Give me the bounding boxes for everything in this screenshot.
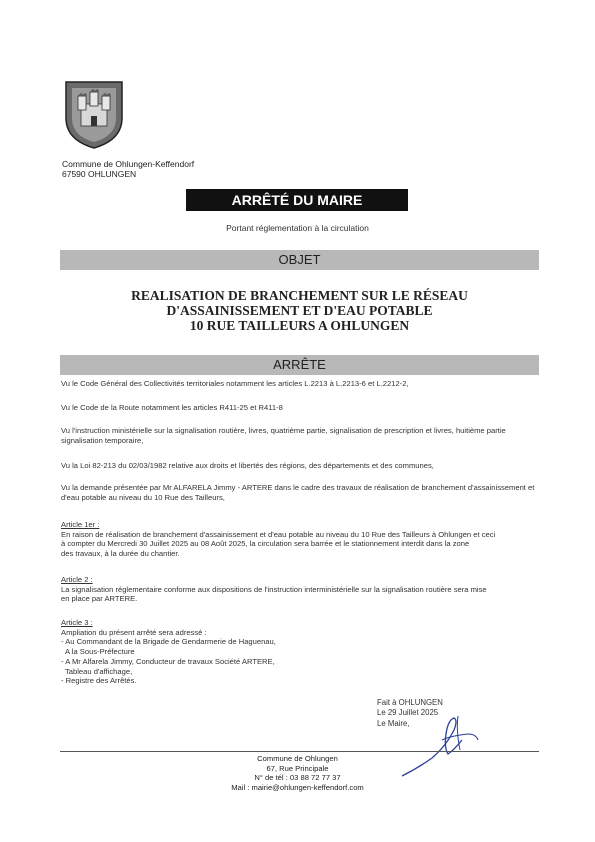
footer-divider	[60, 751, 539, 752]
footer	[0, 754, 595, 792]
signature-place: Fait à OHLUNGEN	[377, 698, 443, 707]
article-line: A la Sous-Préfecture	[65, 647, 135, 657]
article-line: en place par ARTERE.	[61, 594, 138, 604]
article-line: Tableau d'affichage,	[65, 666, 133, 676]
article-line: - Au Commandant de la Brigade de Gendarmerie de Haguenau,	[61, 637, 276, 647]
objet-line: D'ASSAINISSEMENT ET D'EAU POTABLE	[166, 303, 433, 318]
article-line: La signalisation réglementaire conforme aux dispositions de l'instruction interministérielle sur la signalisation routière sera mise	[61, 584, 487, 594]
objet-line: 10 RUE TAILLEURS A OHLUNGEN	[189, 318, 410, 333]
article-3	[61, 618, 540, 686]
article-title: Article 1er :	[61, 520, 100, 529]
vu-paragraph: Vu le Code Général des Collectivités territoriales notamment les articles L.2213 à L.2213-6 et L.2212-2,	[61, 379, 409, 388]
document-title: ARRÊTÉ DU MAIRE	[186, 189, 408, 211]
footer-line: Commune de Ohlungen	[257, 754, 338, 763]
article-line: Ampliation du présent arrêté sera adressé :	[61, 627, 207, 637]
document-subtitle: Portant réglementation à la circulation	[226, 223, 369, 233]
article-line: à compter du Mercredi 30 Juillet 2025 au 08 Août 2025, la circulation sera barrée et le stationnement interdit dans la zone	[61, 539, 470, 549]
objet-title	[60, 288, 539, 333]
vu-paragraph: Vu la demande présentée par Mr ALFARELA Jimmy - ARTERE dans le cadre des travaux de réalisation de branchement d'assainissement et d'eau potable au niveau du 10 Rue des Tailleurs,	[61, 483, 535, 502]
article-title: Article 3 :	[61, 618, 93, 627]
footer-phone: N° de tél : 03 88 72 77 37	[254, 773, 341, 783]
vu-paragraph: Vu la Loi 82-213 du 02/03/1982 relative aux droits et libertés des régions, des départements et des communes,	[61, 461, 434, 470]
article-line: - A Mr Alfarela Jimmy, Conducteur de travaux Société ARTERE,	[61, 656, 275, 666]
objet-band: OBJET	[60, 250, 539, 270]
coat-of-arms-icon	[64, 78, 124, 150]
footer-line: 67, Rue Principale	[266, 763, 329, 773]
commune-name: Commune de Ohlungen-Keffendorf	[62, 159, 195, 169]
footer-email: Mail : mairie@ohlungen-keffendorf.com	[231, 782, 364, 792]
arrete-band: ARRÊTE	[60, 355, 539, 375]
signature-date: Le 29 Juillet 2025	[377, 708, 439, 718]
vu-paragraph: Vu l'instruction ministérielle sur la signalisation routière, livres, quatrième partie, signalisation de prescription et livres, huitième partie signalisation temporaire,	[61, 426, 506, 445]
article-2	[61, 575, 540, 604]
article-line: En raison de réalisation de branchement d'assainissement et d'eau potable au niveau du 10 Rue des Tailleurs à Ohlungen et ceci	[61, 529, 496, 539]
article-line: des travaux, à la durée du chantier.	[61, 549, 180, 559]
signature-role: Le Maire,	[377, 718, 410, 728]
vu-paragraph: Vu le Code de la Route notamment les articles R411-25 et R411-8	[61, 403, 283, 412]
objet-line: REALISATION DE BRANCHEMENT SUR LE RÉSEAU	[131, 288, 468, 303]
article-1	[61, 520, 540, 559]
commune-postcode: 67590 OHLUNGEN	[62, 169, 137, 179]
article-line: - Registre des Arrêtés.	[61, 676, 137, 686]
article-title: Article 2 :	[61, 575, 93, 584]
